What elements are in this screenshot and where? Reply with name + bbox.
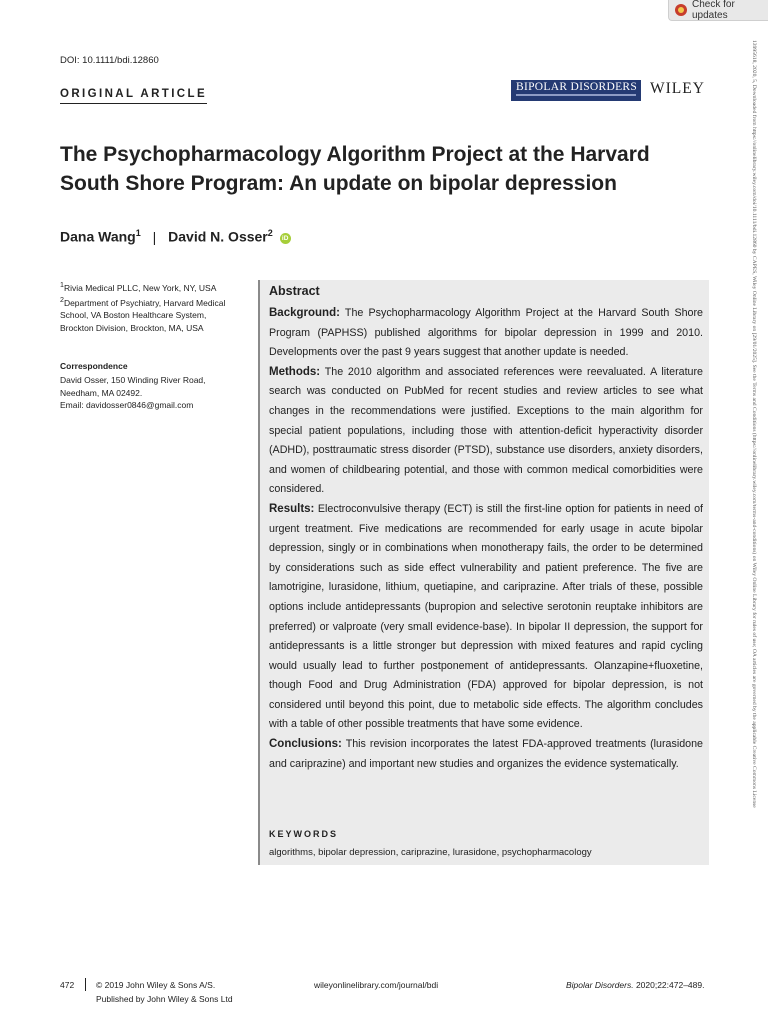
correspondence-details (60, 374, 250, 412)
publisher-logo: WILEY (650, 80, 705, 97)
author-separator: | (152, 228, 157, 245)
author-affiliation-mark: 2 (267, 228, 273, 238)
author-name: David N. Osser (168, 228, 268, 245)
journal-logo-name: BIPOLAR DISORDERS (516, 81, 638, 93)
correspondence-email: Email: davidosser0846@gmail.com (60, 400, 194, 410)
correspondence-address: David Osser, 150 Winding River Road, (60, 375, 206, 385)
footer-citation: Bipolar Disorders. 2020;22:472–489. (566, 980, 705, 990)
doi: DOI: 10.1111/bdi.12860 (60, 55, 159, 66)
abstract-section-results: Results: Electroconvulsive therapy (ECT) is still the first‐line option for patients in need of urgent treatment. Five medications are recommended for early usage in acute bipolar depression, singly or in combinations when monotherapy fails, the order to be determined by considerations such as side effect vulnerability and patient preference. The five are lamotrigine, lurasidone, lithium, quetiapine, and cariprazine. After trials of these, possible options include antidepressants (bupropion and selective serotonin reuptake inhibitors are preferred) or valproate (very small evidence‐base). In bipolar II depression, the support for antidepressants is a little stronger but depression with mixed features and rapid cycling would usually lead to further postponement of antidepressants. Olanzapine+fluoxetine, though Food and Drug Administration (FDA) approved for bipolar depression, is not considered until beyond this point, due to metabolic side effects. The algorithm concludes with a table of other possible treatments that have some evidence. (269, 502, 703, 731)
footer-copyright: © 2019 John Wiley & Sons A/S. (96, 980, 216, 990)
keywords-list: algorithms, bipolar depression, cariprazine, lurasidone, psychopharmacology (269, 847, 592, 858)
abstract-section-background: Background: The Psychopharmacology Algorithm Project at the Harvard South Shore Program (PAPHSS) published algorithms for bipolar depression in 1999 and 2010. Developments over the past 9 years suggest that another update is needed. (269, 307, 703, 359)
crossmark-icon (675, 4, 687, 16)
journal-logo-tagline-mark (516, 94, 636, 96)
abstract-body (269, 304, 703, 774)
author-list (60, 228, 291, 245)
download-sidebar-text: 13995618, 2020, 5, Downloaded from https://onlinelibrary.wiley.com/doi/10.1111/bdi.12860 by CAPES, Wiley Online Library on [29/01/2025]. See the Terms and Conditions (https://onlinelibrary.wiley.com/terms-and-conditions) on Wiley Online Library for rules of use; OA articles are governed by the applicable Creative Commons License (751, 40, 757, 808)
article-title: The Psychopharmacology Algorithm Project at the Harvard South Shore Program: An update on bipolar depression (60, 143, 650, 195)
footer-journal-url[interactable]: wileyonlinelibrary.com/journal/bdi (314, 980, 439, 990)
abstract-section-conclusions: Conclusions: This revision incorporates the latest FDA‐approved treatments (lurasidone and cariprazine) and important new studies and organizes the evidence systematically. (269, 738, 703, 770)
download-sidebar-notice (744, 40, 758, 1020)
abstract-heading: Abstract (269, 284, 320, 298)
affiliation: $^2$Department of Psychiatry, Harvard Medical School, VA Boston Healthcare System, Brockton Division, Brockton, MA, USA (60, 296, 226, 333)
check-for-updates-button[interactable] (668, 0, 768, 21)
check-for-updates-label: Check for updates (692, 0, 735, 21)
abstract-section-methods: Methods: The 2010 algorithm and associated references were reevaluated. A literature search was conducted on PubMed for recent studies and review articles to see what changes in the recommendations were justified. Exceptions to the main algorithm for special patient populations, including those with attention‐deficit hyperactivity disorder (ADHD), posttraumatic stress disorder (PTSD), substance use disorders, anxiety disorders, and women of childbearing potential, and those with common medical comorbidities were considered. (269, 365, 703, 496)
footer-publisher: Published by John Wiley & Sons Ltd (96, 994, 233, 1004)
correspondence-heading: Correspondence (60, 361, 128, 371)
article-type: ORIGINAL ARTICLE (60, 88, 207, 104)
author-affiliation-mark: 1 (135, 228, 141, 238)
keywords-heading: KEYWORDS (269, 829, 339, 839)
orcid-icon[interactable]: iD (280, 233, 291, 244)
page-number: 472 (60, 980, 75, 990)
correspondence-city: Needham, MA 02492. (60, 387, 143, 398)
affiliation: $^1$Rivia Medical PLLC, New York, NY, USA (60, 281, 217, 293)
author-name: Dana Wang (60, 228, 136, 245)
journal-logo (511, 80, 641, 101)
footer-divider (85, 978, 86, 991)
